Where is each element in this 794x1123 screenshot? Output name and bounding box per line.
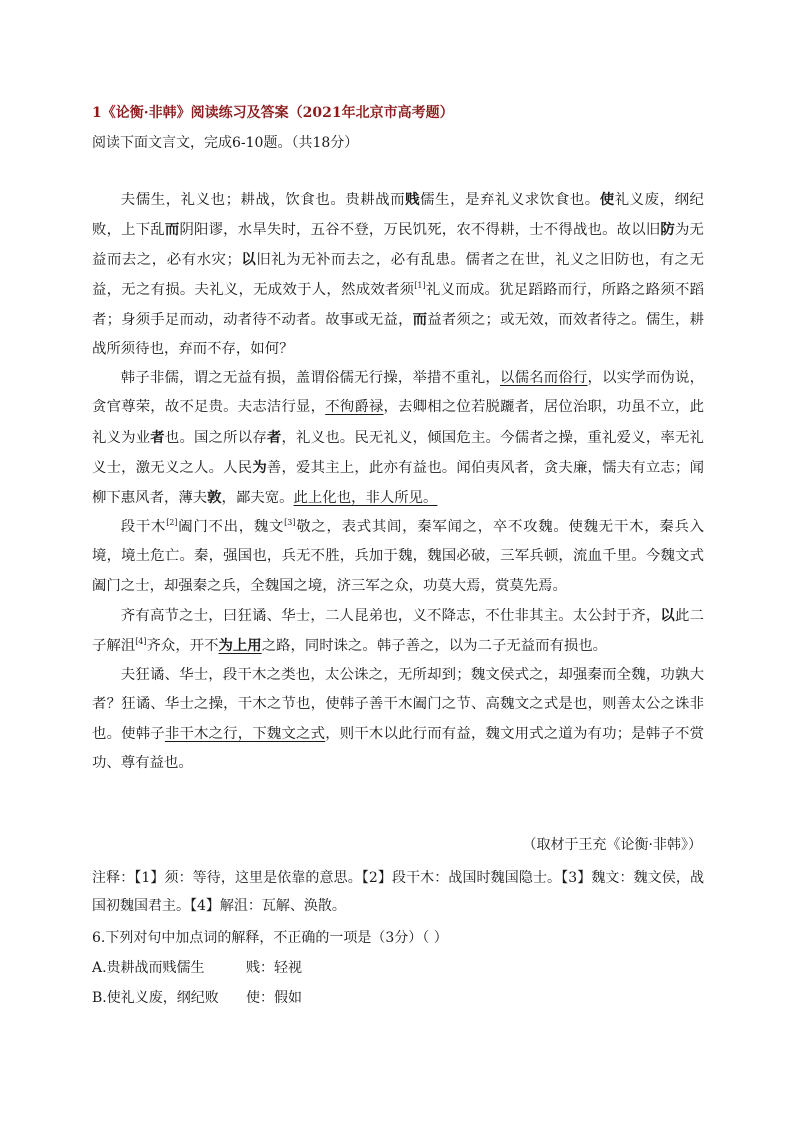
text-segment: 韩子非儒，谓之无益有损，盖谓俗儒无行操，举措不重礼， bbox=[120, 370, 500, 387]
note-marker: [4] bbox=[135, 637, 147, 647]
paragraph-4 bbox=[92, 601, 704, 661]
dotted-word: 而 bbox=[164, 221, 180, 239]
paragraph-2 bbox=[92, 364, 704, 513]
dotted-word: 者 bbox=[266, 428, 282, 446]
dotted-word: 以 bbox=[660, 606, 675, 624]
option-label: B.使礼义废，纲纪败 bbox=[92, 990, 219, 1006]
text-segment: 夫儒生，礼义也；耕战，饮食也。贵耕战而 bbox=[120, 192, 406, 208]
option-b bbox=[92, 987, 302, 1007]
text-segment: ，礼义也。民无礼义，倾国危主。今儒者之操，重礼爱义，率无礼义士，激无义之人。人民 bbox=[92, 429, 704, 476]
text-segment: 此二子解沮 bbox=[92, 607, 704, 655]
dotted-word: 以 bbox=[240, 251, 257, 269]
annotations: 注释：【1】须：等待，这里是依靠的意思。【2】段干木：战国时魏国隐士。【3】魏文：魏文侯，战国初魏国君主。【4】解沮：瓦解、涣散。 bbox=[92, 870, 704, 914]
text-segment: 益者须之；或无效，而效者待之。儒生，耕战所须待也，弃而不存，如何？ bbox=[92, 311, 704, 358]
text-segment: ，以实学而伪说，贪官尊荣，故不足贵。夫志洁行显， bbox=[92, 370, 704, 416]
text-segment: 阖门不出，魏文 bbox=[177, 519, 285, 536]
question-6-stem: 6.下列对句中加点词的解释，不正确的一项是（3分）（ ） bbox=[92, 930, 448, 946]
text-segment: ，则干木以此行而有益，魏文用式之道为有功；是韩子不赏功、尊有益也。 bbox=[92, 725, 704, 771]
paragraph-5 bbox=[92, 661, 704, 778]
paragraph-3 bbox=[92, 513, 704, 601]
text-segment: 旧礼为无补而去之，必有乱患。儒者之在世，礼义之旧防也，有之无益，无之有损。夫礼义，无成效于人，然成效者须 bbox=[92, 252, 704, 298]
text-segment: 也。国之所以存 bbox=[164, 429, 267, 446]
note-marker: [3] bbox=[284, 518, 296, 528]
underlined-phrase: 以儒名而俗行 bbox=[499, 370, 588, 387]
text-segment: 敬之，表式其闾，秦军闻之，卒不攻魏。使魏无干木，秦兵入境，境土危亡。秦，强国也，兵无不胜，兵加于魏，魏国必破，三军兵顿，流血千里。今魏文式阖门之士，却强秦之兵，全魏国之境，济三军之众，功莫大焉，赏莫先焉。 bbox=[92, 519, 704, 594]
text-segment: 夫狂谲、华士，段干木之类也，太公诛之，无所却到；魏文侯式之，却强秦而全魏，功孰大者？狂谲、华士之操，干木之节也，使韩子善干木阖门之节、高魏文之式是也，则善太公之诛非也。使韩子 bbox=[92, 667, 704, 742]
text-segment: 儒生，是弃礼义求饮食也。 bbox=[420, 192, 600, 208]
option-answer: 贱：轻视 bbox=[246, 960, 302, 976]
dotted-word: 而 bbox=[412, 310, 428, 328]
dotted-word: 为 bbox=[252, 458, 267, 476]
underlined-phrase: 此上化也，非人所见。 bbox=[293, 490, 438, 507]
text-segment: ，去卿相之位若脱躧者，居位治职，功虽不立，此礼义为业 bbox=[92, 399, 704, 446]
paragraph-1 bbox=[92, 185, 704, 364]
option-label: A.贵耕战而贱儒生 bbox=[92, 960, 205, 976]
text-segment: 段干木 bbox=[120, 519, 167, 536]
underlined-phrase: 不徇爵禄 bbox=[325, 399, 384, 416]
text-segment: 善，爱其主上，此亦有益也。闻伯夷风者，贪夫廉，懦夫有立志；闻柳下惠风者，薄夫 bbox=[92, 459, 704, 507]
option-answer: 使：假如 bbox=[246, 990, 302, 1006]
text-segment: 齐众，开不 bbox=[146, 638, 219, 655]
instruction-line: 阅读下面文言文，完成6-10题。（共18分） bbox=[92, 135, 359, 151]
dotted-word: 贱 bbox=[405, 191, 421, 208]
option-a bbox=[92, 957, 302, 977]
text-segment: 齐有高节之士，曰狂谲、华士，二人昆弟也，义不降志，不仕非其主。太公封于齐， bbox=[120, 607, 661, 624]
text-segment: 为无益而去之，必有水灾； bbox=[92, 222, 704, 269]
text-segment: 礼义而成。犹足蹈路而行，所路之路须不蹈者；身须手足而动，动者待不动者。故事或无益， bbox=[92, 281, 704, 328]
text-segment: 阴阳谬，水旱失时，五谷不登，万民饥死，农不得耕，士不得战也。故以旧 bbox=[179, 222, 661, 239]
text-segment: ，鄙夫宽。 bbox=[221, 490, 294, 507]
underlined-phrase: 为上用 bbox=[218, 637, 262, 655]
text-segment: 之路，同时诛之。韩子善之，以为二子无益而有损也。 bbox=[261, 638, 608, 655]
document-title: 1《论衡·非韩》阅读练习及答案（2021年北京市高考题） bbox=[92, 105, 454, 121]
classical-passage bbox=[92, 185, 704, 778]
text-segment: 礼义废，纲纪败，上下乱 bbox=[92, 192, 704, 239]
note-marker: [1] bbox=[414, 280, 426, 290]
source-citation: （取材于王充《论衡·非韩》） bbox=[522, 837, 702, 853]
dotted-word: 防 bbox=[660, 221, 675, 239]
underlined-phrase: 非干木之行，下魏文之式 bbox=[164, 725, 326, 742]
dotted-word: 者 bbox=[150, 428, 165, 446]
note-marker: [2] bbox=[166, 518, 178, 528]
dotted-word: 敦 bbox=[207, 489, 222, 507]
dotted-word: 使 bbox=[599, 191, 615, 208]
